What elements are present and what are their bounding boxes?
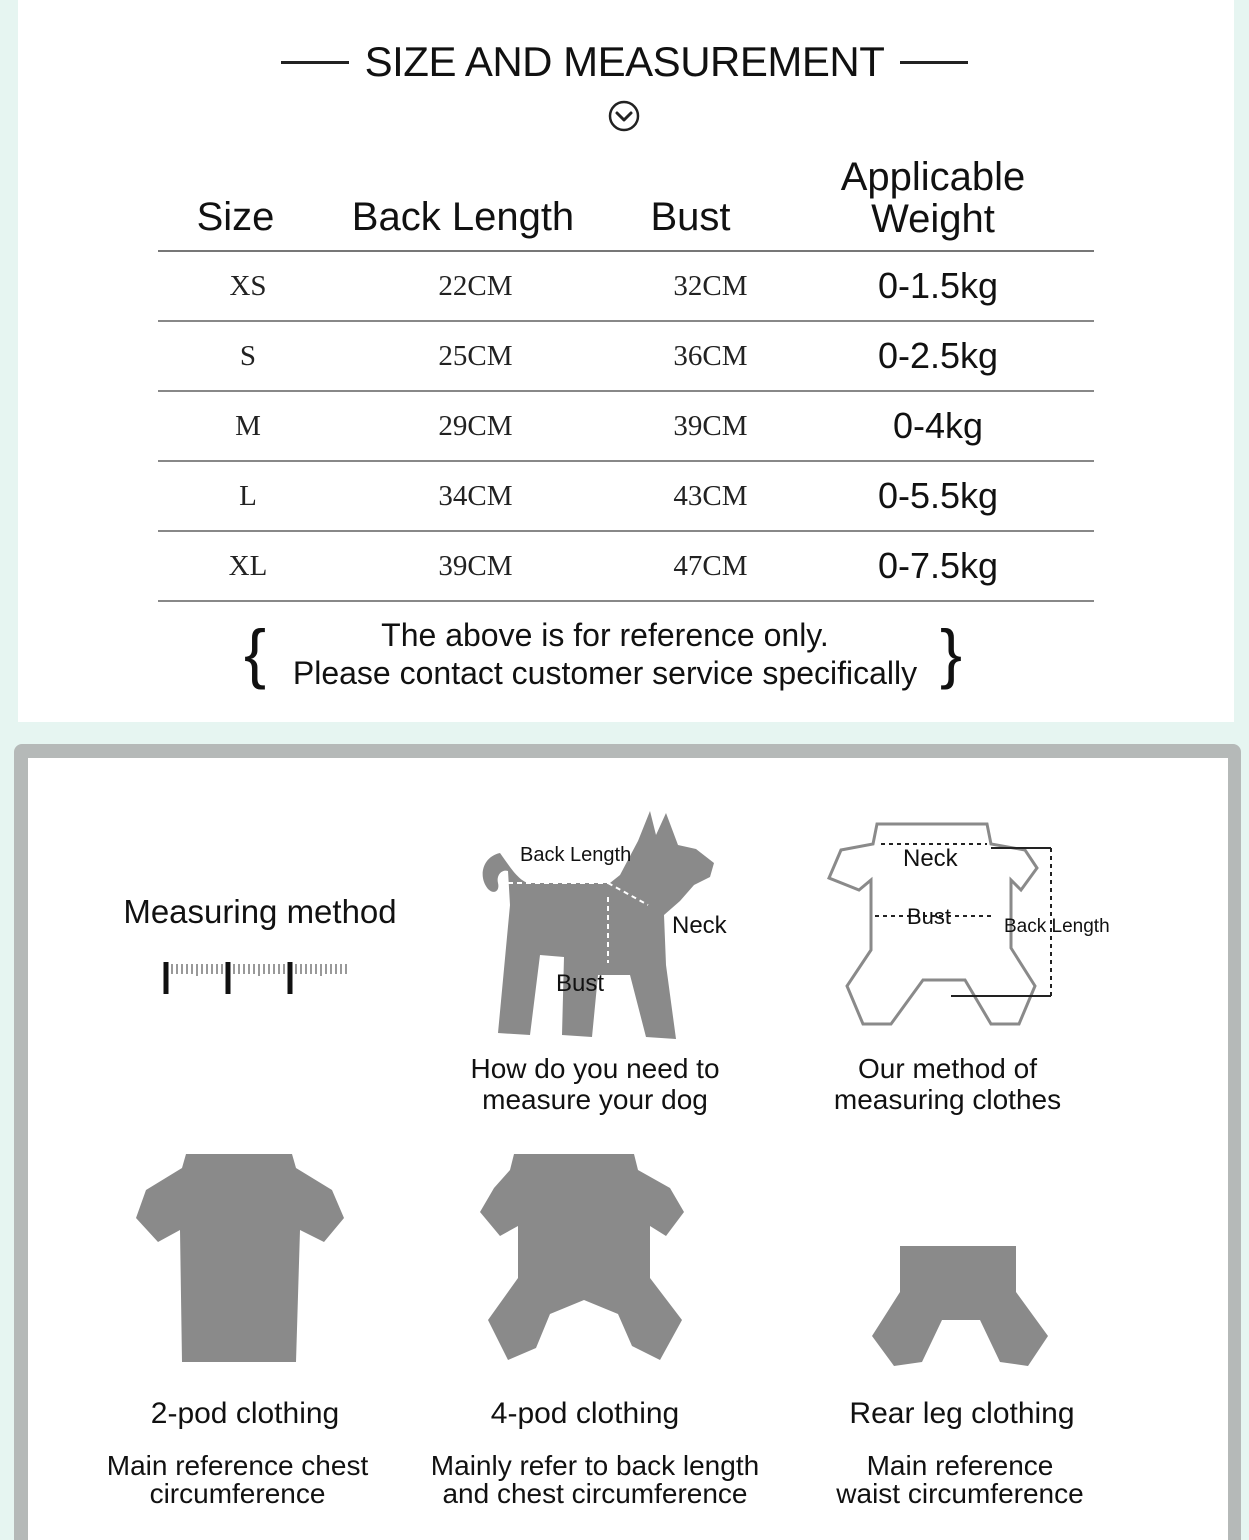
type-desc-4-pod-line-1: Mainly refer to back length xyxy=(430,1450,760,1481)
dog-caption xyxy=(440,1053,750,1115)
clothes-label-back-length: Back Length xyxy=(1004,916,1110,937)
cell-weight: 0-2.5kg xyxy=(877,335,999,376)
cell-weight: 0-5.5kg xyxy=(877,475,999,516)
title-row xyxy=(0,34,1249,90)
cell-back-length: 39CM xyxy=(438,550,513,582)
clothes-caption-line-2: measuring clothes xyxy=(833,1084,1062,1115)
type-desc-2-pod xyxy=(90,1452,385,1508)
cell-size: M xyxy=(235,410,261,442)
cell-weight: 0-1.5kg xyxy=(877,265,999,306)
cell-bust: 36CM xyxy=(673,340,748,372)
table-row xyxy=(158,532,1094,602)
rear-leg-icon xyxy=(860,1240,1060,1380)
cell-back-length: 25CM xyxy=(438,340,513,372)
cell-weight: 0-4kg xyxy=(892,405,984,446)
type-desc-rear-leg-line-2: waist circumference xyxy=(836,1478,1084,1509)
clothes-outline-icon xyxy=(815,820,1125,1040)
dog-label-bust: Bust xyxy=(556,970,605,997)
type-name-4-pod: 4-pod clothing xyxy=(490,1397,680,1430)
right-brace: } xyxy=(940,616,963,690)
cell-size: L xyxy=(239,480,257,512)
clothes-label-bust: Bust xyxy=(907,904,952,929)
cell-bust: 43CM xyxy=(673,480,748,512)
table-row xyxy=(158,462,1094,532)
table-row xyxy=(158,392,1094,462)
header-weight: Weight xyxy=(871,197,995,241)
clothes-caption xyxy=(800,1053,1095,1115)
type-desc-4-pod xyxy=(420,1452,770,1508)
cell-size: XS xyxy=(229,270,267,302)
dog-label-back-length: Back Length xyxy=(520,844,632,866)
cell-back-length: 29CM xyxy=(438,410,513,442)
table-row xyxy=(158,252,1094,322)
page-title: SIZE AND MEASUREMENT xyxy=(364,38,885,85)
ruler-icon xyxy=(160,958,350,998)
dog-caption-line-2: measure your dog xyxy=(482,1084,708,1115)
tee-icon xyxy=(130,1150,350,1370)
header-bust: Bust xyxy=(650,195,731,239)
type-desc-rear-leg xyxy=(820,1452,1100,1508)
size-table xyxy=(158,150,1094,602)
type-desc-2-pod-line-2: circumference xyxy=(149,1478,326,1509)
title-rule-left xyxy=(281,61,349,64)
dog-silhouette-icon xyxy=(470,805,740,1045)
type-desc-4-pod-line-2: and chest circumference xyxy=(442,1478,748,1509)
reference-note xyxy=(240,615,970,699)
type-desc-rear-leg-line-1: Main reference xyxy=(866,1450,1054,1481)
dog-caption-line-1: How do you need to xyxy=(470,1053,720,1084)
cell-back-length: 22CM xyxy=(438,270,513,302)
header-applicable: Applicable xyxy=(840,155,1026,199)
dog-label-neck: Neck xyxy=(672,912,727,939)
title-rule-right xyxy=(900,61,968,64)
cell-bust: 32CM xyxy=(673,270,748,302)
cell-size: S xyxy=(239,340,257,372)
chevron-down-circle-icon xyxy=(608,100,640,132)
type-name-rear-leg: Rear leg clothing xyxy=(849,1397,1075,1430)
header-applicable-weight xyxy=(818,156,1048,240)
clothes-label-neck: Neck xyxy=(903,845,958,872)
table-row xyxy=(158,322,1094,392)
note-line-1: The above is for reference only. xyxy=(381,617,829,653)
cell-weight: 0-7.5kg xyxy=(877,545,999,586)
header-size: Size xyxy=(196,195,275,239)
cell-bust: 47CM xyxy=(673,550,748,582)
type-name-2-pod: 2-pod clothing xyxy=(150,1397,340,1430)
clothes-caption-line-1: Our method of xyxy=(858,1053,1037,1084)
measuring-method-title: Measuring method xyxy=(123,893,397,930)
left-brace: { xyxy=(244,616,267,690)
cell-size: XL xyxy=(228,550,268,582)
table-header xyxy=(158,150,1094,252)
cell-back-length: 34CM xyxy=(438,480,513,512)
jumpsuit-icon xyxy=(470,1150,700,1380)
header-back-length: Back Length xyxy=(351,195,575,239)
note-line-2: Please contact customer service specifically xyxy=(292,655,918,691)
cell-bust: 39CM xyxy=(673,410,748,442)
type-desc-2-pod-line-1: Main reference chest xyxy=(106,1450,369,1481)
